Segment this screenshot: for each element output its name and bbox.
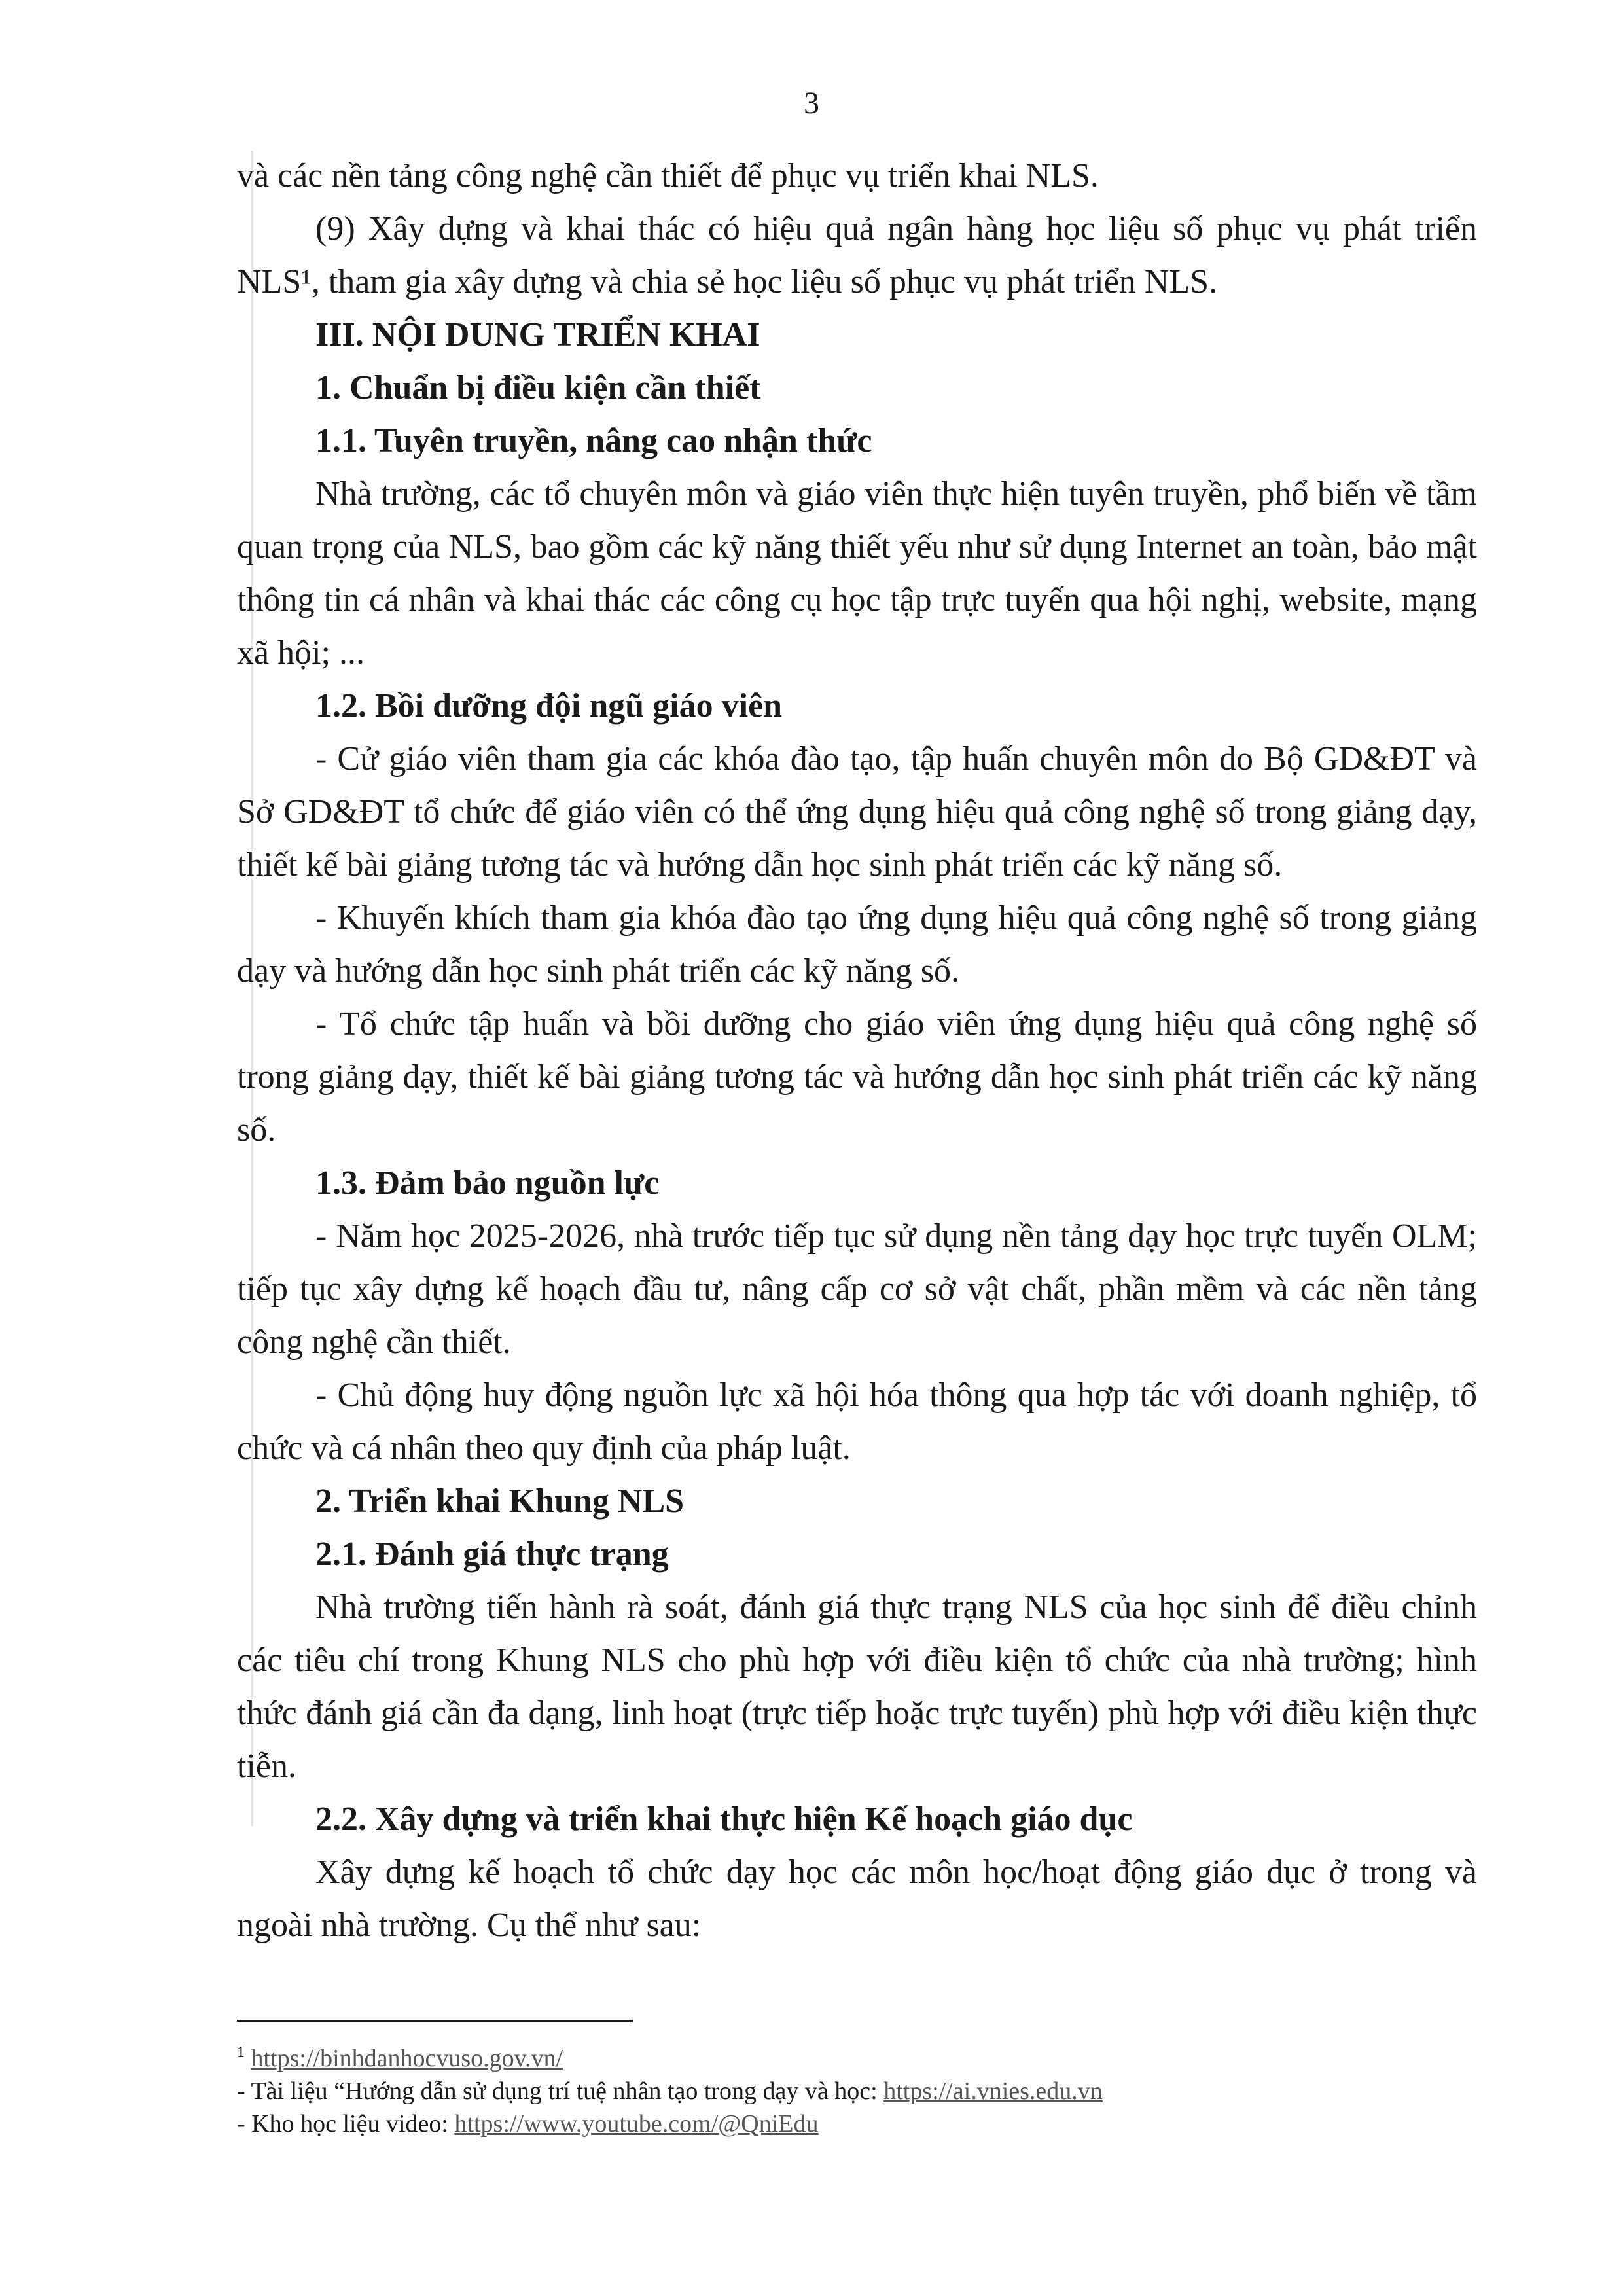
paragraph-resources-1: - Năm học 2025-2026, nhà trước tiếp tục sử dụng nền tảng dạy học trực tuyến OLM; tiếp tục xây dựng kế hoạch đầu tư, nâng cấp cơ sở vật chất, phần mềm và các nền tảng công nghệ cần thiết. — [237, 1217, 1477, 1361]
paragraph-training-2: - Khuyến khích tham gia khóa đào tạo ứng dụng hiệu quả công nghệ số trong giảng dạy và hướng dẫn học sinh phát triển các kỹ năng số. — [237, 899, 1477, 990]
footnote-link-1[interactable]: https://binhdanhocvuso.gov.vn/ — [251, 2045, 563, 2072]
paragraph-resources-2: - Chủ động huy động nguồn lực xã hội hóa thông qua hợp tác với doanh nghiệp, tổ chức và cá nhân theo quy định của pháp luật. — [237, 1376, 1477, 1467]
footnote-link-2[interactable]: https://ai.vnies.edu.vn — [883, 2077, 1103, 2105]
paragraph-plan: Xây dựng kế hoạch tổ chức dạy học các môn học/hoạt động giáo dục ở trong và ngoài nhà trường. Cụ thể như sau: — [237, 1854, 1477, 1944]
heading-1: 1. Chuẩn bị điều kiện cần thiết — [315, 369, 761, 406]
heading-2-2: 2.2. Xây dựng và triển khai thực hiện Kế hoạch giáo dục — [315, 1801, 1133, 1838]
footnote-separator — [237, 2020, 633, 2022]
heading-1-3: 1.3. Đảm bảo nguồn lực — [315, 1164, 660, 1202]
footnote-line-2 — [237, 2075, 1477, 2108]
paragraph-assessment: Nhà trường tiến hành rà soát, đánh giá thực trạng NLS của học sinh để điều chỉnh các tiêu chí trong Khung NLS cho phù hợp với điều kiện tổ chức của nhà trường; hình thức đánh giá cần đa dạng, linh hoạt (trực tiếp hoặc trực tuyến) phù hợp với điều kiện thực tiễn. — [237, 1588, 1477, 1785]
footnote-marker: 1 — [237, 2044, 245, 2061]
document-body — [237, 149, 1477, 1952]
paragraph-continuation: và các nền tảng công nghệ cần thiết để phục vụ triển khai NLS. — [237, 157, 1099, 194]
footnote-1 — [237, 2042, 1477, 2075]
heading-1-1: 1.1. Tuyên truyền, nâng cao nhận thức — [315, 422, 872, 459]
paragraph-text: (9) Xây dựng và khai thác có hiệu quả ngân hàng học liệu số phục vụ phát triển NLS¹, tham gia xây dựng và chia sẻ học liệu số phục vụ phát triển NLS. — [237, 210, 1477, 300]
page-number: 3 — [804, 86, 819, 120]
paragraph-training-3: - Tổ chức tập huấn và bồi dưỡng cho giáo viên ứng dụng hiệu quả công nghệ số trong giảng dạy, thiết kế bài giảng tương tác và hướng dẫn học sinh phát triển các kỹ năng số. — [237, 1005, 1477, 1149]
footnote-link-3[interactable]: https://www.youtube.com/@QniEdu — [454, 2110, 819, 2138]
footnotes — [237, 2042, 1477, 2140]
heading-2-1: 2.1. Đánh giá thực trạng — [315, 1535, 669, 1573]
heading-2: 2. Triển khai Khung NLS — [315, 1482, 685, 1520]
footnote-line-3 — [237, 2108, 1477, 2140]
footnote-line-2-text: - Tài liệu “Hướng dẫn sử dụng trí tuệ nhân tạo trong dạy và học: — [237, 2077, 884, 2105]
paragraph-item-9 — [237, 202, 1477, 308]
section-heading-iii: III. NỘI DUNG TRIỂN KHAI — [315, 316, 760, 353]
paragraph-training-1: - Cử giáo viên tham gia các khóa đào tạo, tập huấn chuyên môn do Bộ GD&ĐT và Sở GD&ĐT tổ chức để giáo viên có thể ứng dụng hiệu quả công nghệ số trong giảng dạy, thiết kế bài giảng tương tác và hướng dẫn học sinh phát triển các kỹ năng số. — [237, 740, 1477, 884]
heading-1-2: 1.2. Bồi dưỡng đội ngũ giáo viên — [315, 687, 783, 725]
paragraph-awareness: Nhà trường, các tổ chuyên môn và giáo viên thực hiện tuyên truyền, phổ biến về tầm quan trọng của NLS, bao gồm các kỹ năng thiết yếu như sử dụng Internet an toàn, bảo mật thông tin cá nhân và khai thác các công cụ học tập trực tuyến qua hội nghị, website, mạng xã hội; ... — [237, 475, 1477, 672]
footnote-line-3-text: - Kho học liệu video: — [237, 2110, 455, 2138]
